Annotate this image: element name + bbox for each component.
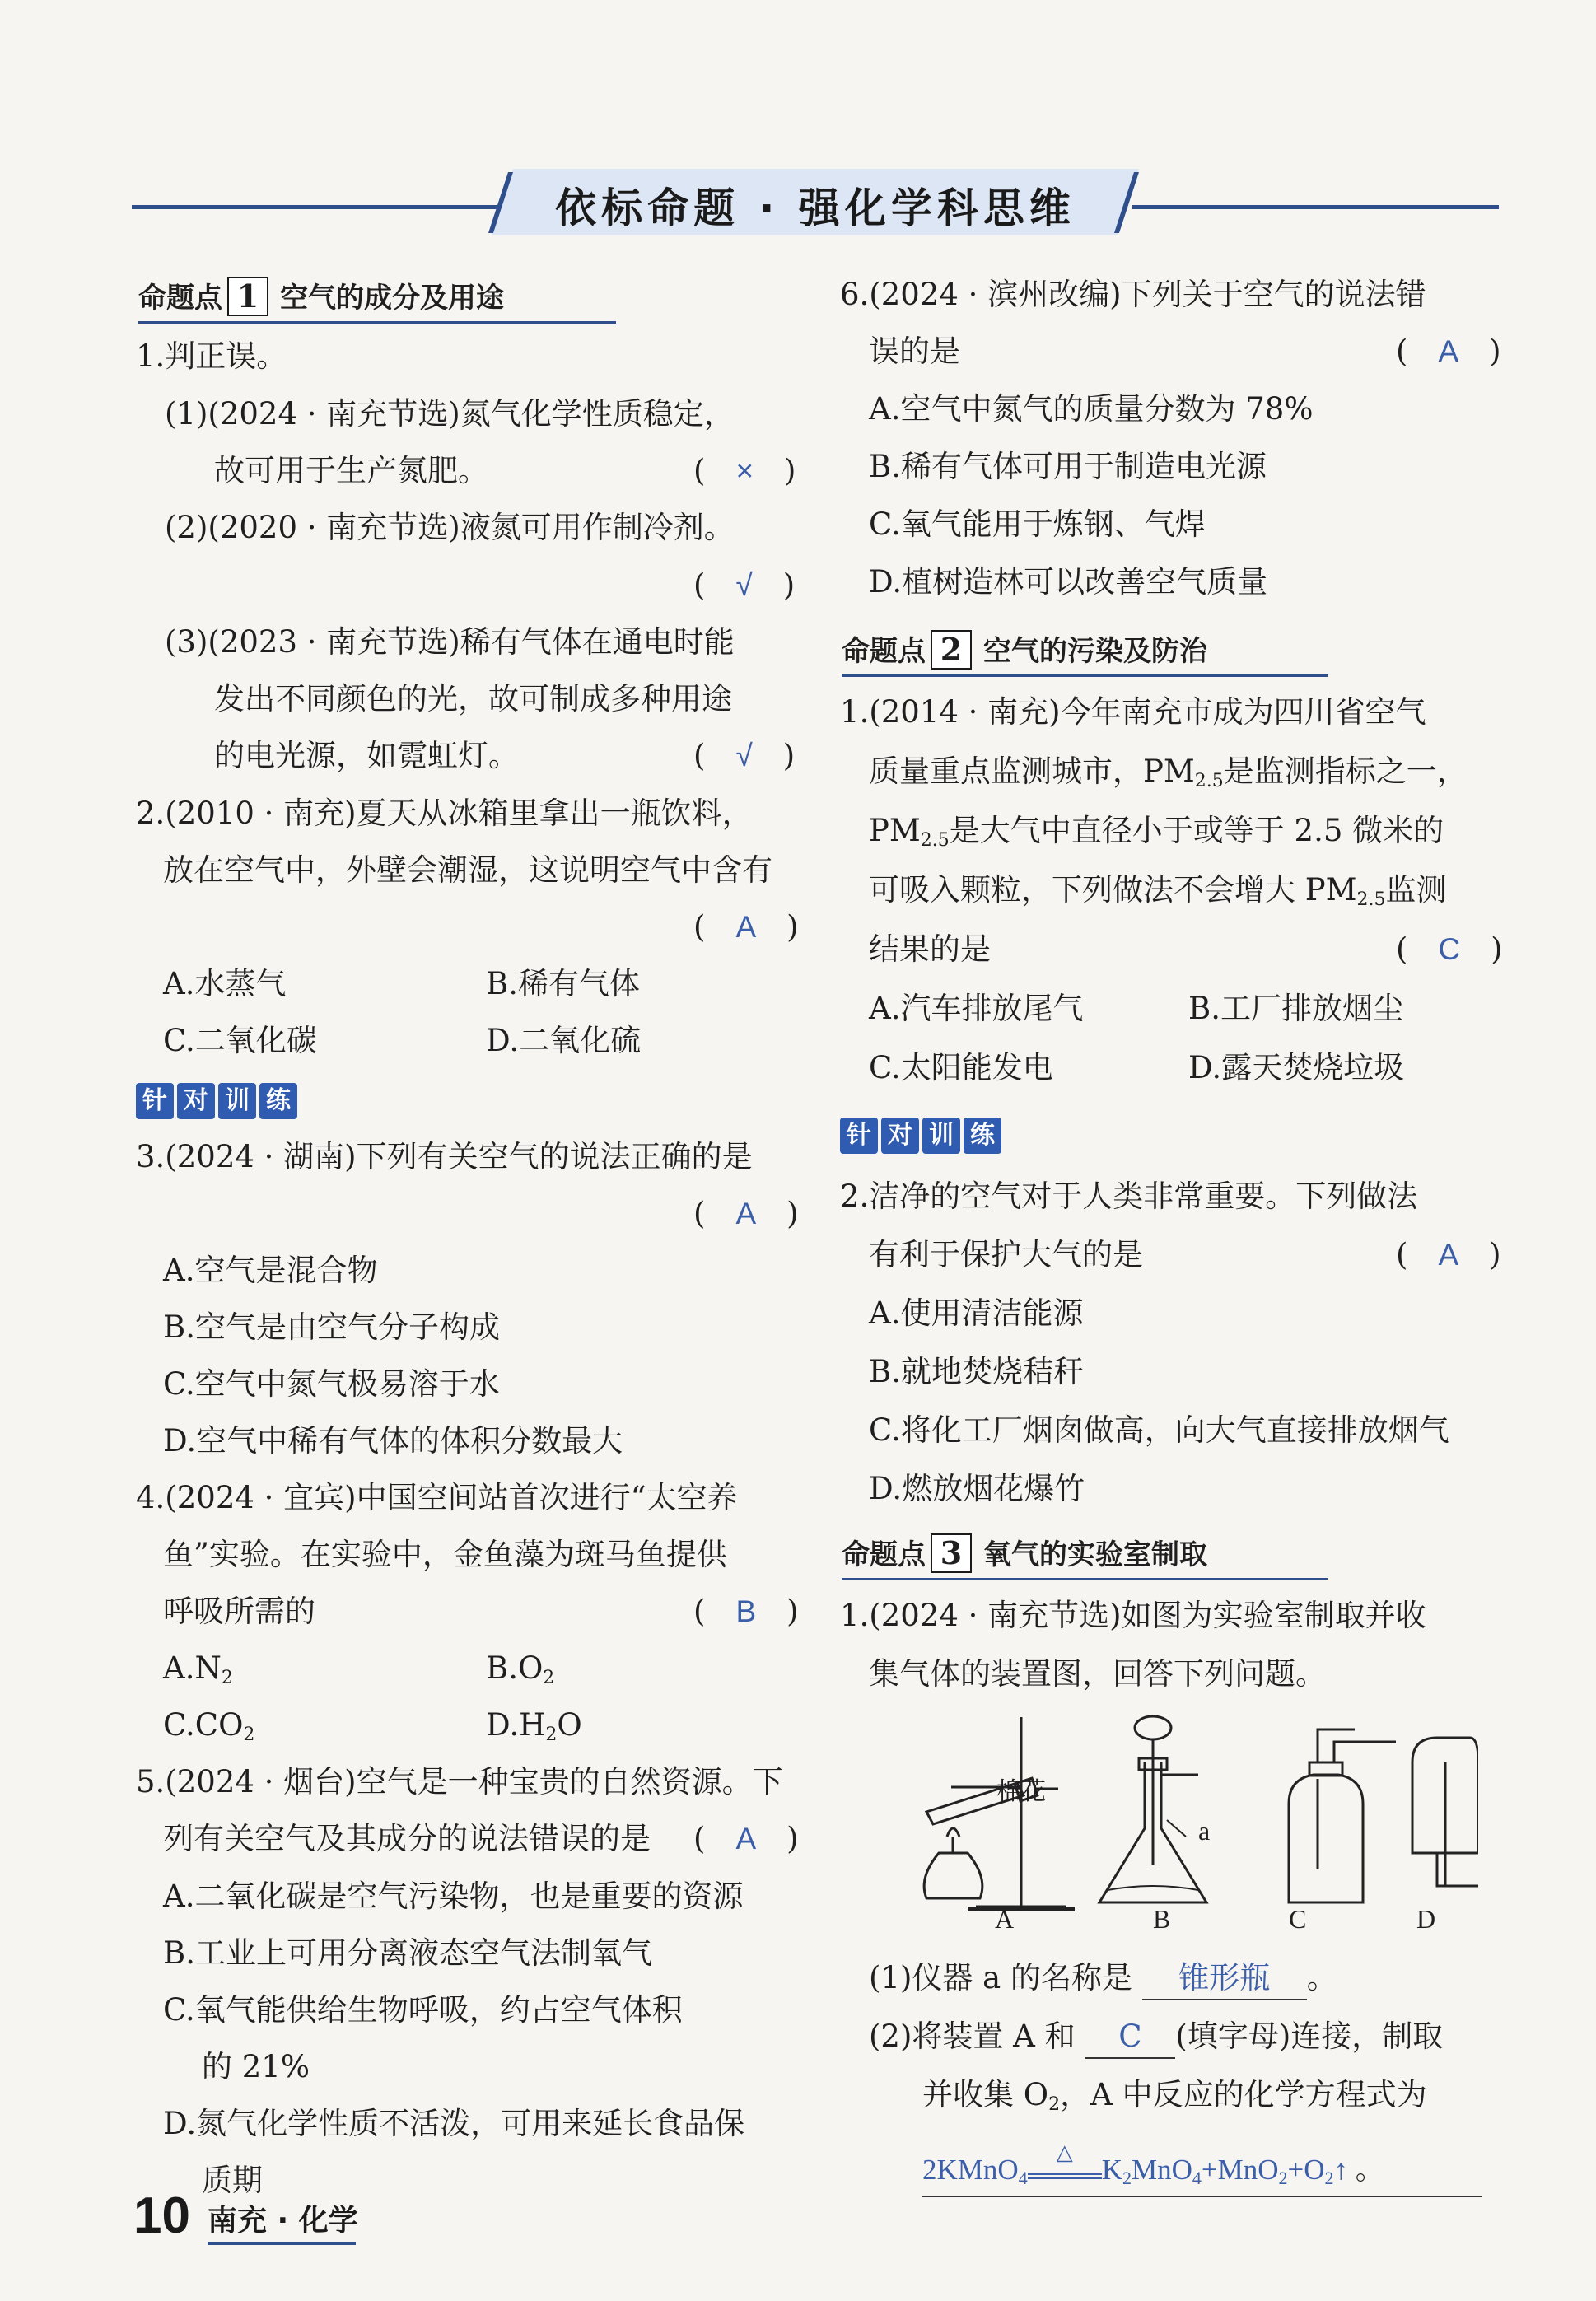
- q1-part1-answer: ( × ): [693, 453, 796, 488]
- q5-option-d-line1: D.氮气化学性质不活泼，可用来延长食品保: [163, 2106, 745, 2141]
- page-number: 10: [133, 2187, 190, 2244]
- q4-line1: 4.(2024 · 宜宾)中国空间站首次进行“太空养: [136, 1480, 738, 1515]
- q4-option-c: $C.CO_2$: [163, 1707, 255, 1745]
- q2-option-b: B.稀有气体: [486, 966, 640, 1001]
- equation-underline: [922, 2196, 1482, 2197]
- label-apparatus-c: C: [1289, 1904, 1307, 1934]
- q2-line1: 2.(2010 · 南充)夏天从冰箱里拿出一瓶饮料，: [136, 796, 753, 831]
- q2-option-a: A.水蒸气: [163, 966, 287, 1001]
- q3-option-a: A.空气是混合物: [163, 1253, 378, 1288]
- q7-option-a: A.汽车排放尾气: [869, 991, 1084, 1026]
- label-apparatus-d: D: [1416, 1904, 1436, 1934]
- q6-line1: 6.(2024 · 滨州改编)下列关于空气的说法错: [840, 277, 1426, 312]
- q9-sub1: (1)仪器 a 的名称是 锥形瓶 。: [869, 1958, 1337, 2000]
- practice-tag-char: 训: [218, 1083, 256, 1119]
- section-heading-3: [842, 1533, 1207, 1575]
- practice-tag-char: 训: [922, 1118, 960, 1154]
- q3-option-d: D.空气中稀有气体的体积分数最大: [163, 1423, 623, 1459]
- practice-tag-char: 对: [177, 1083, 215, 1119]
- section-number: 3: [931, 1533, 972, 1573]
- q8-answer: ( A ): [1396, 1237, 1501, 1272]
- q1-part3-line2: 发出不同颜色的光，故可制成多种用途: [214, 681, 732, 716]
- q7-line1: 1.(2014 · 南充)今年南充市成为四川省空气: [840, 694, 1426, 730]
- q4-option-d: $D.H_2O$: [486, 1707, 582, 1745]
- q5-option-c-line1: C.氧气能供给生物呼吸，约占空气体积: [163, 1992, 683, 2028]
- practice-tag-char: 练: [964, 1118, 1001, 1154]
- q2-option-c: C.二氧化碳: [163, 1023, 317, 1058]
- q9-sub2-line1: (2)将装置 A 和 C (填字母)连接，制取: [869, 2016, 1443, 2059]
- q6-answer: ( A ): [1396, 334, 1501, 369]
- section-label: 命题点: [842, 1538, 926, 1571]
- q2-answer: ( A ): [693, 909, 799, 945]
- q6-option-c: C.氧气能用于炼钢、气焊: [869, 506, 1206, 542]
- q9-sub2-line2: 并收集 $O_2$，A 中反应的化学方程式为: [922, 2077, 1427, 2115]
- q5-option-c-line2: 的 21%: [202, 2049, 310, 2084]
- q7-line5: 结果的是: [869, 931, 991, 967]
- q4-line3: 呼吸所需的: [163, 1594, 315, 1629]
- q5-option-b: B.工业上可用分离液态空气法制氧气: [163, 1935, 652, 1971]
- q7-answer: ( C ): [1396, 931, 1503, 967]
- section-underline-2: [842, 674, 1328, 677]
- q3-line1: 3.(2024 · 湖南)下列有关空气的说法正确的是: [136, 1139, 753, 1174]
- q8-line1: 2.洁净的空气对于人类非常重要。下列做法: [840, 1179, 1418, 1214]
- section-underline-1: [138, 321, 616, 324]
- q1-part2-answer: ( √ ): [693, 567, 796, 603]
- section-number: 1: [227, 277, 268, 316]
- q1-part1-line1: (1)(2024 · 南充节选)氮气化学性质稳定，: [165, 396, 735, 432]
- q4-answer: ( B ): [693, 1594, 799, 1629]
- q8-option-d: D.燃放烟花爆竹: [869, 1471, 1085, 1506]
- q1-part3-line1: (3)(2023 · 南充节选)稀有气体在通电时能: [165, 624, 735, 660]
- banner-title: 依标命题 · 强化学科思维: [555, 184, 1076, 232]
- practice-tag-char: 对: [881, 1118, 919, 1154]
- label-apparatus-b: B: [1153, 1904, 1171, 1934]
- q7-line3: $PM_{2.5}$是大气中直径小于或等于 2.5 微米的: [869, 813, 1444, 851]
- banner-left-rule: [132, 205, 498, 209]
- q3-answer: ( A ): [693, 1196, 799, 1231]
- section-heading-1: [138, 277, 504, 319]
- q5-option-d-line2: 质期: [202, 2163, 263, 2198]
- section-title: 氧气的实验室制取: [983, 1538, 1207, 1571]
- q1-part2: (2)(2020 · 南充节选)液氮可用作制冷剂。: [165, 510, 735, 545]
- q8-option-c: C.将化工厂烟囱做高，向大气直接排放烟气: [869, 1412, 1449, 1448]
- q5-option-a: A.二氧化碳是空气污染物，也是重要的资源: [163, 1879, 744, 1914]
- q9-equation: 2KMnO$_4$ △ $K_2MnO_4+MnO_2+O_2↑$ 。: [922, 2140, 1384, 2188]
- label-instrument-a: a: [1198, 1816, 1211, 1846]
- q8-option-b: B.就地焚烧秸秆: [869, 1354, 1084, 1389]
- q4-option-b: $B.O_2$: [486, 1650, 555, 1688]
- q2-line2: 放在空气中，外壁会潮湿，这说明空气中含有: [163, 852, 772, 888]
- section-heading-2: [842, 630, 1207, 672]
- q6-option-b: B.稀有气体可用于制造电光源: [869, 449, 1267, 484]
- q9-sub1-blank: 锥形瓶: [1142, 1958, 1307, 2000]
- q9-sub2-blank: C: [1085, 2016, 1175, 2059]
- q7-option-d: D.露天焚烧垃圾: [1188, 1050, 1405, 1085]
- q2-option-d: D.二氧化硫: [486, 1023, 642, 1058]
- q6-option-d: D.植树造林可以改善空气质量: [869, 564, 1268, 600]
- section-label: 命题点: [138, 282, 222, 315]
- q5-answer: ( A ): [693, 1821, 799, 1856]
- section-label: 命题点: [842, 635, 926, 668]
- label-apparatus-a: A: [995, 1904, 1015, 1934]
- section-number: 2: [931, 630, 972, 670]
- q4-option-a: $A.N_2$: [163, 1650, 233, 1688]
- practice-tag-char: 练: [259, 1083, 297, 1119]
- practice-tag-char: 针: [136, 1083, 174, 1119]
- equation-condition: △: [1028, 2157, 1102, 2179]
- q6-line2: 误的是: [869, 334, 960, 369]
- q7-option-b: B.工厂排放烟尘: [1188, 991, 1403, 1026]
- q6-option-a: A.空气中氮气的质量分数为 78%: [869, 391, 1314, 427]
- q1-part3-line3: 的电光源，如霓虹灯。: [214, 738, 519, 773]
- q1-part3-answer: ( √ ): [693, 738, 796, 773]
- q9-line1: 1.(2024 · 南充节选)如图为实验室制取并收: [840, 1598, 1426, 1633]
- q3-option-c: C.空气中氮气极易溶于水: [163, 1366, 500, 1402]
- label-cotton: 棉花: [996, 1777, 1046, 1806]
- banner-right-rule: [1132, 205, 1499, 209]
- q7-option-c: C.太阳能发电: [869, 1050, 1053, 1085]
- q8-option-a: A.使用清洁能源: [869, 1295, 1084, 1331]
- q7-line4: 可吸入颗粒，下列做法不会增大 $PM_{2.5}$监测: [869, 872, 1447, 910]
- q8-line2: 有利于保护大气的是: [869, 1237, 1143, 1272]
- q1-stem: 1.判正误。: [136, 338, 287, 374]
- section-underline-3: [842, 1578, 1328, 1580]
- q9-line2: 集气体的装置图，回答下列问题。: [869, 1656, 1326, 1692]
- q3-option-b: B.空气是由空气分子构成: [163, 1309, 500, 1345]
- practice-tag-right: [840, 1118, 1001, 1154]
- section-title: 空气的污染及防治: [983, 635, 1207, 668]
- practice-tag-char: 针: [840, 1118, 878, 1154]
- footer-subject: 南充 · 化学: [208, 2204, 358, 2238]
- q5-line2: 列有关空气及其成分的说法错误的是: [163, 1821, 651, 1856]
- section-title: 空气的成分及用途: [280, 282, 504, 315]
- q4-line2: 鱼”实验。在实验中，金鱼藻为斑马鱼提供: [163, 1537, 727, 1572]
- q5-line1: 5.(2024 · 烟台)空气是一种宝贵的自然资源。下: [136, 1764, 783, 1799]
- lab-apparatus-figure: [902, 1713, 1478, 1944]
- section-banner: [132, 169, 1499, 235]
- q7-line2: 质量重点监测城市，$PM_{2.5}$是监测指标之一，: [869, 754, 1468, 791]
- practice-tag-left: [136, 1083, 297, 1119]
- q1-part1-line2: 故可用于生产氮肥。: [214, 453, 488, 488]
- footer-rule: [208, 2242, 356, 2245]
